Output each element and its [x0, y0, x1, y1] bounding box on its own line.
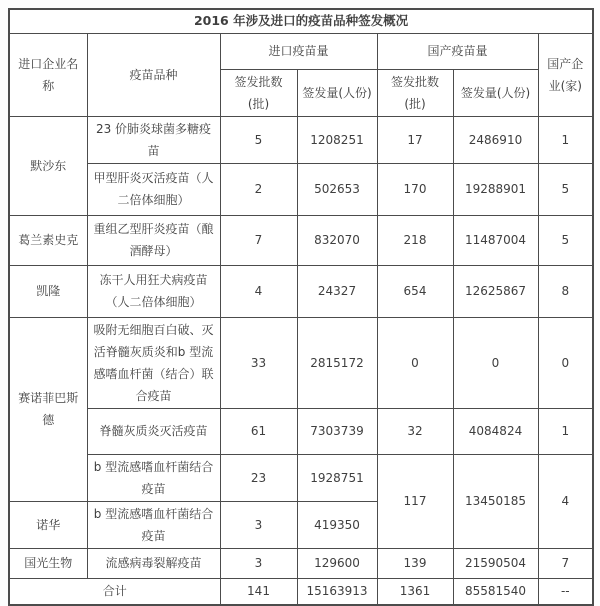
header-import-batches: 签发批数(批) — [220, 69, 297, 116]
domestic-doses-cell: 11487004 — [453, 215, 538, 265]
domestic-doses-cell: 21590504 — [453, 548, 538, 578]
table-row — [9, 317, 593, 408]
import-doses-cell: 832070 — [297, 215, 377, 265]
table-row — [9, 548, 593, 578]
vaccine-cell: b 型流感嗜血杆菌结合疫苗 — [87, 454, 220, 501]
import-batches-cell: 2 — [220, 163, 297, 215]
company-cell: 国光生物 — [9, 548, 87, 578]
import-doses-cell: 502653 — [297, 163, 377, 215]
import-batches-cell: 7 — [220, 215, 297, 265]
domestic-doses-cell: 12625867 — [453, 265, 538, 317]
company-cell: 凯隆 — [9, 265, 87, 317]
domestic-companies-cell: 0 — [538, 317, 593, 408]
vaccine-cell: b 型流感嗜血杆菌结合疫苗 — [87, 501, 220, 548]
domestic-doses-cell: 4084824 — [453, 408, 538, 454]
vaccine-cell: 吸附无细胞百白破、灭活脊髓灰质炎和b 型流感嗜血杆菌（结合）联合疫苗 — [87, 317, 220, 408]
vaccine-cell: 23 价肺炎球菌多糖疫苗 — [87, 116, 220, 163]
vaccine-cell: 流感病毒裂解疫苗 — [87, 548, 220, 578]
company-cell: 默沙东 — [9, 116, 87, 215]
import-batches-cell: 33 — [220, 317, 297, 408]
import-doses-cell: 1928751 — [297, 454, 377, 501]
domestic-batches-cell: 0 — [377, 317, 453, 408]
import-batches-cell: 23 — [220, 454, 297, 501]
domestic-batches-cell: 17 — [377, 116, 453, 163]
header-import-doses: 签发量(人份) — [297, 69, 377, 116]
domestic-batches-cell: 170 — [377, 163, 453, 215]
domestic-companies-cell: 1 — [538, 116, 593, 163]
vaccine-cell: 甲型肝炎灭活疫苗（人二倍体细胞） — [87, 163, 220, 215]
vaccine-cell: 重组乙型肝炎疫苗（酿酒酵母） — [87, 215, 220, 265]
domestic-companies-cell: 5 — [538, 163, 593, 215]
header-vaccine: 疫苗品种 — [87, 33, 220, 116]
domestic-doses-cell: 19288901 — [453, 163, 538, 215]
header-import-group: 进口疫苗量 — [220, 33, 377, 69]
vaccine-cell: 冻干人用狂犬病疫苗（人二倍体细胞） — [87, 265, 220, 317]
domestic-companies-cell: 7 — [538, 548, 593, 578]
table-row — [9, 408, 593, 454]
import-doses-cell: 419350 — [297, 501, 377, 548]
total-domestic-batches-cell: 1361 — [377, 578, 453, 605]
table-row — [9, 163, 593, 215]
import-batches-cell: 61 — [220, 408, 297, 454]
domestic-doses-cell: 2486910 — [453, 116, 538, 163]
company-cell: 赛诺菲巴斯德 — [9, 317, 87, 501]
domestic-doses-cell: 0 — [453, 317, 538, 408]
header-domestic-companies: 国产企业(家) — [538, 33, 593, 116]
table-title: 2016 年涉及进口的疫苗品种签发概况 — [9, 9, 593, 33]
domestic-batches-cell: 139 — [377, 548, 453, 578]
domestic-doses-cell: 13450185 — [453, 454, 538, 548]
header-domestic-batches: 签发批数(批) — [377, 69, 453, 116]
domestic-companies-cell: 5 — [538, 215, 593, 265]
company-cell: 诺华 — [9, 501, 87, 548]
import-doses-cell: 24327 — [297, 265, 377, 317]
vaccine-release-table — [8, 8, 594, 606]
import-batches-cell: 3 — [220, 548, 297, 578]
table-row — [9, 265, 593, 317]
import-doses-cell: 2815172 — [297, 317, 377, 408]
header-domestic-group: 国产疫苗量 — [377, 33, 538, 69]
domestic-companies-cell: 8 — [538, 265, 593, 317]
total-import-batches-cell: 141 — [220, 578, 297, 605]
total-domestic-companies-cell: -- — [538, 578, 593, 605]
total-row — [9, 578, 593, 605]
domestic-batches-cell: 32 — [377, 408, 453, 454]
total-import-doses-cell: 15163913 — [297, 578, 377, 605]
import-batches-cell: 3 — [220, 501, 297, 548]
domestic-companies-cell: 4 — [538, 454, 593, 548]
table-row — [9, 454, 593, 501]
table-row — [9, 215, 593, 265]
total-domestic-doses-cell: 85581540 — [453, 578, 538, 605]
domestic-batches-cell: 218 — [377, 215, 453, 265]
import-doses-cell: 129600 — [297, 548, 377, 578]
import-batches-cell: 5 — [220, 116, 297, 163]
vaccine-cell: 脊髓灰质炎灭活疫苗 — [87, 408, 220, 454]
domestic-batches-cell: 117 — [377, 454, 453, 548]
import-batches-cell: 4 — [220, 265, 297, 317]
import-doses-cell: 7303739 — [297, 408, 377, 454]
header-company: 进口企业名称 — [9, 33, 87, 116]
domestic-batches-cell: 654 — [377, 265, 453, 317]
header-domestic-doses: 签发量(人份) — [453, 69, 538, 116]
company-cell: 葛兰素史克 — [9, 215, 87, 265]
table-row — [9, 116, 593, 163]
total-label-cell: 合计 — [9, 578, 220, 605]
import-doses-cell: 1208251 — [297, 116, 377, 163]
domestic-companies-cell: 1 — [538, 408, 593, 454]
